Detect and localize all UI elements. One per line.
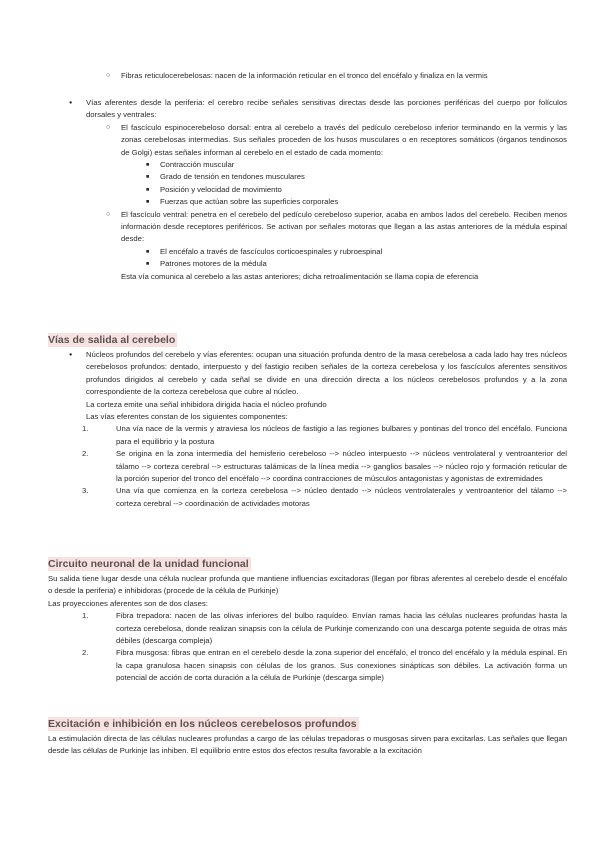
section-aferentes <box>0 97 600 283</box>
section-heading: Excitación e inhibición en los núcleos cerebelosos profundos <box>48 718 357 730</box>
list-item-text: Contracción muscular <box>160 160 235 170</box>
list-item-text: Una vía que comienza en la corteza cerebelosa --> núcleo dentado --> núcleos ventrolaterales y ventroanterior del tálamo --> corteza cerebral --> coordinación de actividades motoras <box>116 486 567 508</box>
list-item-text: El fascículo espinocerebeloso dorsal: entra al cerebelo a través del pedículo cerebeloso inferior terminando en la vermis y las zonas cerebelosas intermedias. Sus señales proceden de los husos musculares o en receptores somáticos (órganos tendinosos de Golgi) estas señales informan al cerebelo en el estado de cada momento: <box>121 122 567 157</box>
list-item-text: Fibra musgosa: fibras que entran en el cerebelo desde la zona superior del encéfalo, el tronco del encéfalo y la médula espinal. En la capa granulosa hacen sinapsis con células de los granos. Sus conexiones sinápticas son débiles. La activación forma un potencial de acción de corta duración a la célula de Purkinje (descarga simple) <box>116 648 567 683</box>
section-salida <box>0 330 600 510</box>
list-number: 3. <box>82 486 89 496</box>
section-heading: Circuito neuronal de la unidad funcional <box>48 558 249 570</box>
list-item-text: Fuerzas que actúan sobre las superficies corporales <box>160 197 339 207</box>
paragraph: Las vías eferentes constan de los siguientes componentes: <box>86 412 288 422</box>
list-number: 2. <box>82 449 89 459</box>
list-number: 2. <box>82 648 89 658</box>
list-item <box>121 209 567 246</box>
ventral-sublist <box>160 246 560 271</box>
list-item <box>160 184 560 196</box>
list-item <box>86 97 567 122</box>
list-item-text: El fascículo ventral: penetra en el cerebelo del pedículo cerebeloso superior, acaba en ambos lados del cerebelo. Reciben menos información desde receptores periféricos. Se activan por señales motoras que llegan a las astas anteriores de la médula espinal desde: <box>121 209 567 244</box>
list-item <box>82 423 567 448</box>
list-item-text: Se origina en la zona intermedia del hemisferio cerebeloso --> núcleo interpuesto --> núcleos ventrolateral y ventroanterior del tálamo --> corteza cerebral --> estructuras talámicas de la línea media --> ganglios basales --> núcleo rojo y formación reticular de la porción superior del tronco del encéfalo --> coordina contracciones de músculos antagonistas y agonistas de extremidades <box>116 449 567 484</box>
list-item-text: Núcleos profundos del cerebelo y vías eferentes: ocupan una situación profunda dentro de la masa cerebelosa a cada lado hay tres núcleos cerebelosos profundos: dentado, interpuesto y del fastigio reciben señales de la corteza cerebelosa y los fascículos aferentes sensitivos profundos dirigidos al cerebelo y cada señal se divide en una dirección directa a los núcleos cerebelosos profundos y a la zona correspondiente de la corteza cerebelosa que cubre al núcleo. <box>86 350 567 397</box>
dorsal-sublist <box>160 159 560 209</box>
list-item <box>121 70 569 82</box>
numbered-list <box>82 423 567 510</box>
list-item-text: Posición y velocidad de movimiento <box>160 184 282 194</box>
section-heading-container <box>48 714 600 732</box>
list-item-text: Fibras reticulocerebelosas: nacen de la información reticular en el tronco del encéfalo y finaliza en la vermis <box>121 71 488 80</box>
section-top <box>0 70 600 82</box>
list-item <box>121 122 567 159</box>
list-item <box>82 448 567 485</box>
list-item-text: El encéfalo a través de fascículos corticoespinales y rubroespinal <box>160 246 383 256</box>
list-item <box>86 349 567 399</box>
list-number: 1. <box>82 424 89 434</box>
list-item <box>160 196 560 208</box>
list-item <box>160 171 560 183</box>
list-item-text: Una vía nace de la vermis y atraviesa los núcleos de fastigio a las regiones bulbares y pontinas del tronco del encéfalo. Funciona para el equilibrio y la postura <box>116 424 567 446</box>
section-heading: Vías de salida al cerebelo <box>48 334 176 346</box>
paragraph: La corteza emite una señal inhibidora dirigida hacia el núcleo profundo <box>86 399 327 409</box>
list-item <box>160 159 560 171</box>
list-item-text: Vías aferentes desde la periferia: el cerebro recibe señales sensitivas directas desde las porciones periféricas del cuerpo por folículos dorsales y ventrales: <box>86 98 567 120</box>
section-excitacion <box>0 714 600 758</box>
section-heading-container <box>48 554 600 572</box>
list-item <box>82 647 567 684</box>
section-heading-container <box>48 330 600 348</box>
paragraph: La estimulación directa de las células nucleares profundas a cargo de las células trepadoras o musgosas sirven para excitarlas. Las señales que llegan desde las células de Purkinje las inhiben. El equilibrio entre estos dos efectos resulta favorable a la excitación <box>48 734 567 756</box>
paragraph: Las proyecciones aferentes son de dos clases: <box>48 598 208 608</box>
list-item <box>82 610 567 647</box>
list-item <box>160 246 560 258</box>
paragraph: Su salida tiene lugar desde una célula nuclear profunda que mantiene influencias excitadoras (llegan por fibras aferentes al cerebelo desde el encéfalo o desde la periferia) e inhibidoras (procede de la célula de Purkinje) <box>48 574 567 596</box>
list-item <box>160 258 560 270</box>
ventral-note: Esta vía comunica al cerebelo a las astas anteriores; dicha retroalimentación se llama copia de eferencia <box>121 271 479 281</box>
list-item-text: Fibra trepadora: nacen de las olivas inferiores del bulbo raquídeo. Envían ramas hacia las células nucleares profundas hasta la corteza cerebelosa, donde realizan sinapsis con la célula de Purkinje comenzando con una descarga potente seguida de otras más débiles (descarga compleja) <box>116 611 567 646</box>
list-item-text: Patrones motores de la médula <box>160 259 267 269</box>
list-number: 1. <box>82 611 89 621</box>
list-item-text: Grado de tensión en tendones musculares <box>160 172 305 182</box>
list-item <box>82 485 567 510</box>
section-circuito <box>0 554 600 685</box>
numbered-list <box>82 610 567 684</box>
